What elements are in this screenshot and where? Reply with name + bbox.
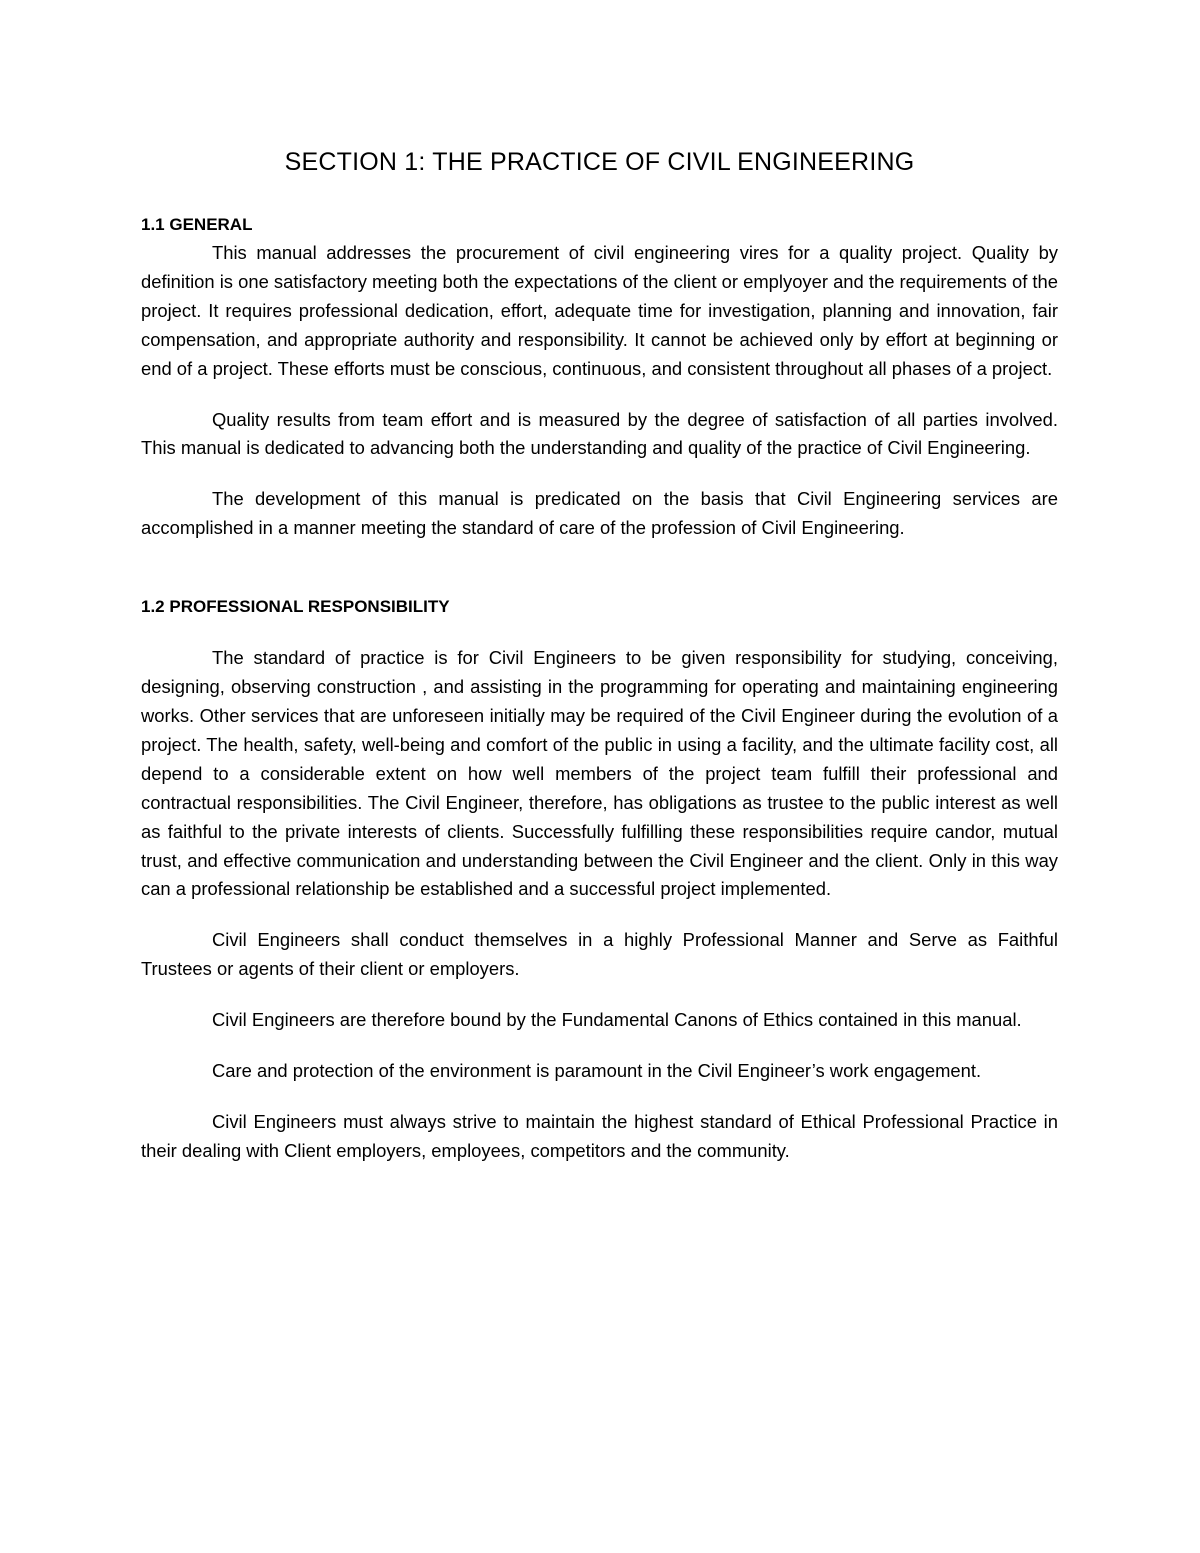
paragraph: This manual addresses the procurement of civil engineering vires for a quality project. Quality by definition is one satisfactory meeting both the expectations of the client or emplyoyer and the requirements of the project. It requires professional dedication, effort, adequate time for investigation, planning and innovation, fair compensation, and appropriate authority and responsibility. It cannot be achieved only by effort at beginning or end of a project. These efforts must be conscious, continuous, and consistent throughout all phases of a project. [141,242,1058,379]
paragraph: Civil Engineers are therefore bound by the Fundamental Canons of Ethics contained in this manual. [212,1009,1022,1031]
document-body [141,140,1058,1166]
paragraph: Care and protection of the environment is paramount in the Civil Engineer’s work engagement. [212,1060,982,1082]
paragraph: Civil Engineers shall conduct themselves in a highly Professional Manner and Serve as Faithful Trustees or agents of their client or employers. [141,929,1058,980]
section-heading-professional-responsibility: 1.2 PROFESSIONAL RESPONSIBILITY [141,597,450,617]
paragraph: The development of this manual is predicated on the basis that Civil Engineering services are accomplished in a manner meeting the standard of care of the profession of Civil Engineering. [141,488,1058,539]
paragraph: The standard of practice is for Civil Engineers to be given responsibility for studying, conceiving, designing, observing construction , and assisting in the programming for operating and maintaining engineering works. Other services that are unforeseen initially may be required of the Civil Engineer during the evolution of a project. The health, safety, well-being and comfort of the public in using a facility, and the ultimate facility cost, all depend to a considerable extent on how well members of the project team fulfill their professional and contractual responsibilities. The Civil Engineer, therefore, has obligations as trustee to the public interest as well as faithful to the private interests of clients. Successfully fulfilling these responsibilities require candor, mutual trust, and effective communication and understanding between the Civil Engineer and the client. Only in this way can a professional relationship be established and a successful project implemented. [141,647,1058,900]
page-title: SECTION 1: THE PRACTICE OF CIVIL ENGINEERING [284,148,915,176]
section-heading-general: 1.1 GENERAL [141,215,253,234]
paragraph: Civil Engineers must always strive to maintain the highest standard of Ethical Professional Practice in their dealing with Client employers, employees, competitors and the community. [141,1110,1058,1161]
paragraph: Quality results from team effort and is measured by the degree of satisfaction of all parties involved. This manual is dedicated to advancing both the understanding and quality of the practice of Civil Engineering. [141,408,1058,459]
